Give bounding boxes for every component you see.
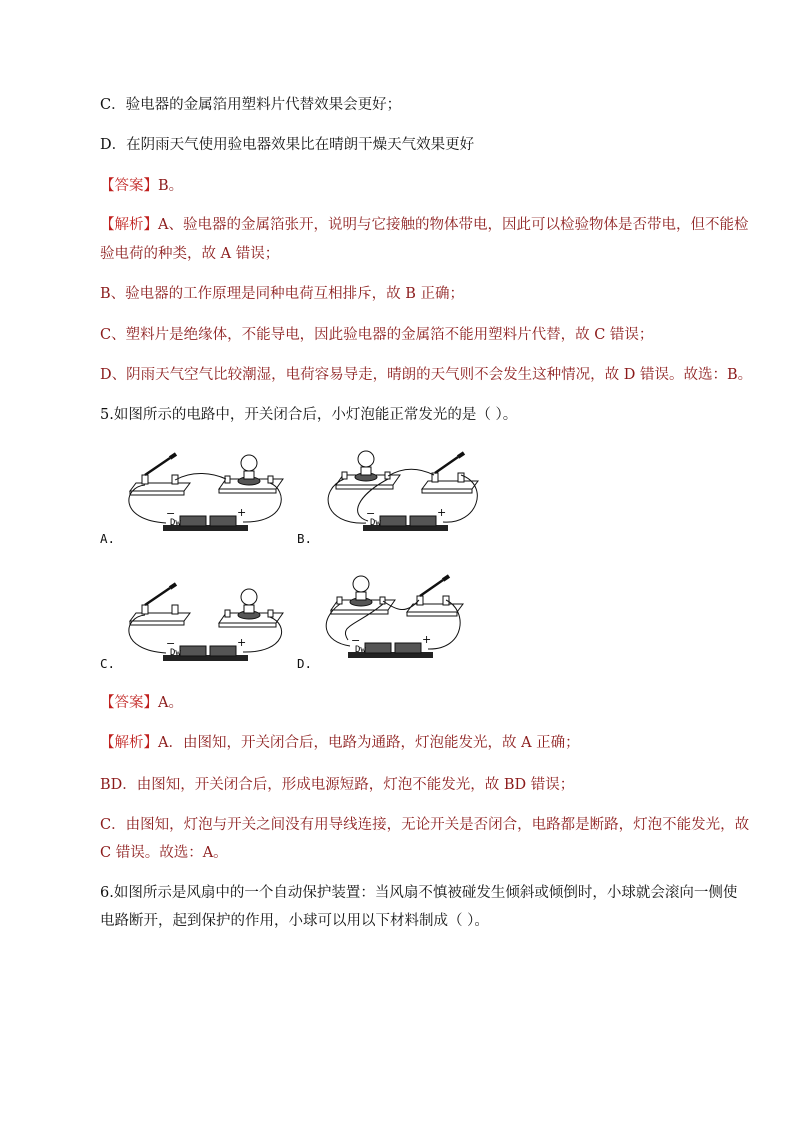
q5-analysis-c-line-2: C 错误。故选：A。 xyxy=(100,845,228,861)
q4-analysis-line-2: 验电荷的种类，故 A 错误； xyxy=(100,246,280,262)
switch-mark: Dw xyxy=(370,518,381,528)
circuit-diagram-a xyxy=(118,445,293,545)
option-c-text: C．验电器的金属箔用塑料片代替效果会更好； xyxy=(100,97,402,113)
battery-plus: + xyxy=(237,636,247,649)
battery-holder xyxy=(363,506,448,531)
q4-analysis-c: C、塑料片是绝缘体，不能导电，因此验电器的金属箔不能用塑料片代替，故 C 错误； xyxy=(100,327,654,343)
q5-analysis-a xyxy=(100,733,580,753)
q4-analysis-d: D、阴雨天气空气比较潮湿，电荷容易导走，晴朗的天气则不会发生这种情况，故 D 错误。故选：B。 xyxy=(100,367,753,383)
option-a-label: A. xyxy=(100,531,116,546)
lamp-board xyxy=(219,589,283,627)
answer-value: A。 xyxy=(158,695,183,711)
battery-minus: − xyxy=(351,634,361,647)
option-d-label: D. xyxy=(297,656,313,671)
switch-board xyxy=(130,584,190,625)
q6-question-line-2: 电路断开，起到保护的作用，小球可以用以下材料制成（ ）。 xyxy=(100,913,489,929)
switch-mark: Dw xyxy=(170,648,181,658)
switch-mark: Dw xyxy=(355,645,366,655)
battery-plus: + xyxy=(437,506,447,519)
circuit-diagram-b xyxy=(318,445,493,545)
lamp-board xyxy=(219,455,283,493)
analysis-tag: 【解析】 xyxy=(100,735,158,751)
q6-question-line-1: 6.如图所示是风扇中的一个自动保护装置：当风扇不慎被碰发生倾斜或倾倒时，小球就会滚向一侧使 xyxy=(100,885,738,901)
answer-tag: 【答案】 xyxy=(100,695,158,711)
option-d-text: D．在阴雨天气使用验电器效果比在晴朗干燥天气效果更好 xyxy=(100,137,475,153)
wire xyxy=(175,473,226,480)
q5-answer xyxy=(100,693,183,713)
switch-board xyxy=(407,576,463,616)
q5-question: 5.如图所示的电路中，开关闭合后，小灯泡能正常发光的是（ ）。 xyxy=(100,407,518,423)
battery-holder xyxy=(163,636,248,661)
switch-mark: Dw xyxy=(170,518,181,528)
switch-board xyxy=(130,454,190,495)
battery-holder xyxy=(348,633,433,658)
q4-analysis-line-1 xyxy=(100,215,748,235)
circuit-diagram-c xyxy=(118,575,293,670)
q5-analysis-bd: BD．由图知，开关闭合后，形成电源短路，灯泡不能发光，故 BD 错误； xyxy=(100,777,575,793)
battery-plus: + xyxy=(237,506,247,519)
lamp-board xyxy=(336,451,400,489)
option-c-label: C. xyxy=(100,656,116,671)
option-b-label: B. xyxy=(297,531,313,546)
q4-answer xyxy=(100,176,183,196)
analysis-tag: 【解析】 xyxy=(100,217,158,233)
answer-value: B。 xyxy=(158,178,184,194)
answer-tag: 【答案】 xyxy=(100,178,158,194)
battery-plus: + xyxy=(422,633,432,646)
lamp-board xyxy=(331,576,395,614)
analysis-text: A．由图知，开关闭合后，电路为通路，灯泡能发光，故 A 正确； xyxy=(158,735,580,751)
circuit-diagram-d xyxy=(318,570,493,670)
q5-analysis-c-line-1: C．由图知，灯泡与开关之间没有用导线连接，无论开关是否闭合，电路都是断路，灯泡不能发光，故 xyxy=(100,817,750,833)
battery-minus: − xyxy=(166,637,176,650)
q4-analysis-b: B、验电器的工作原理是同种电荷互相排斥，故 B 正确； xyxy=(100,286,465,302)
analysis-text: A、验电器的金属箔张开，说明与它接触的物体带电，因此可以检验物体是否带电，但不能检 xyxy=(158,217,749,233)
battery-minus: − xyxy=(166,507,176,520)
battery-holder xyxy=(163,506,248,531)
battery-minus: − xyxy=(366,507,376,520)
